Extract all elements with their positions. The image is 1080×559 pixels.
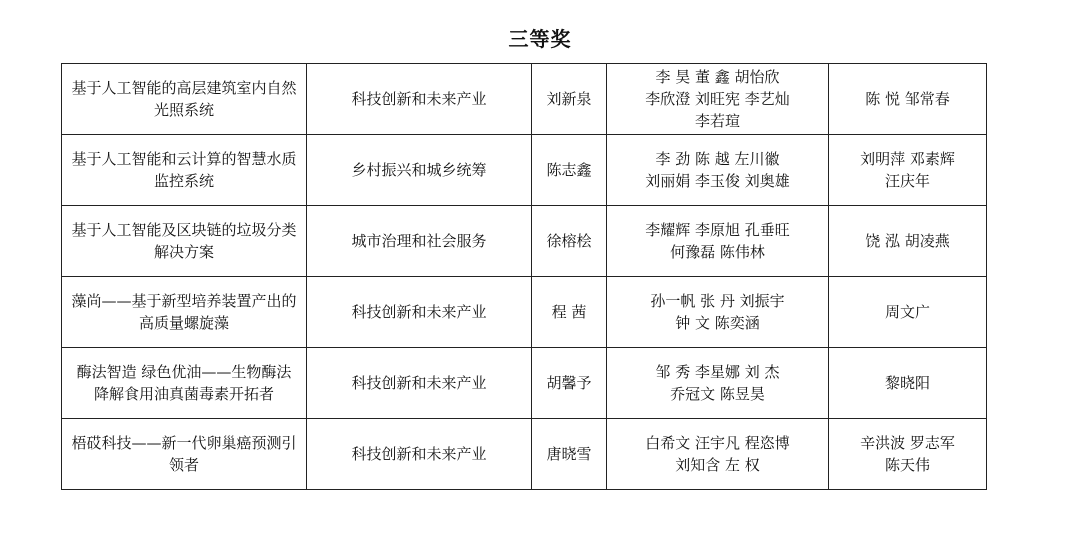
team-members-line: 邹 秀 李星娜 刘 杰 — [655, 363, 780, 381]
advisors-line: 辛洪波 罗志军 — [860, 434, 955, 452]
category: 科技创新和未来产业 — [351, 303, 487, 321]
project-name-cell — [62, 64, 307, 135]
team-members-line: 李 劲 陈 越 左川徽 — [655, 150, 780, 168]
project-name: 梧砹科技——新一代卵巢癌预测引领者 — [71, 434, 297, 474]
table-row — [62, 206, 987, 277]
project-name: 基于人工智能及区块链的垃圾分类解决方案 — [71, 221, 297, 261]
category-cell — [307, 135, 532, 206]
project-name: 酶法智造 绿色优油——生物酶法降解食用油真菌毒素开拓者 — [76, 363, 292, 403]
category: 科技创新和未来产业 — [351, 445, 487, 463]
team-leader: 胡馨予 — [546, 374, 592, 392]
advisors-line: 汪庆年 — [884, 172, 930, 190]
project-name-cell — [62, 348, 307, 419]
category: 科技创新和未来产业 — [351, 90, 487, 108]
advisors-cell — [829, 419, 987, 490]
project-name: 基于人工智能的高层建筑室内自然光照系统 — [71, 79, 297, 119]
category: 科技创新和未来产业 — [351, 374, 487, 392]
team-members-line: 李欣澄 刘旺宪 李艺灿 — [645, 90, 790, 108]
project-name-cell — [62, 419, 307, 490]
team-leader: 陈志鑫 — [546, 161, 592, 179]
team-members-line: 刘知含 左 权 — [675, 456, 760, 474]
project-name-cell — [62, 135, 307, 206]
members-cell — [607, 419, 829, 490]
team-members-line: 乔冠文 陈昱昊 — [670, 385, 765, 403]
awards-table-body — [62, 64, 987, 490]
advisors-line: 饶 泓 胡凌燕 — [865, 232, 950, 250]
team-members-line: 何豫磊 陈伟林 — [670, 243, 765, 261]
members-cell — [607, 277, 829, 348]
team-members-line: 孙一帆 张 丹 刘振宇 — [650, 292, 785, 310]
category-cell — [307, 206, 532, 277]
project-name: 藻尚——基于新型培养装置产出的高质量螺旋藻 — [71, 292, 297, 332]
advisors-cell — [829, 348, 987, 419]
category: 乡村振兴和城乡统筹 — [351, 161, 487, 179]
advisors-cell — [829, 135, 987, 206]
advisors-cell — [829, 64, 987, 135]
category-cell — [307, 348, 532, 419]
leader-cell — [532, 64, 607, 135]
category: 城市治理和社会服务 — [351, 232, 487, 250]
project-name-cell — [62, 206, 307, 277]
members-cell — [607, 135, 829, 206]
advisors-cell — [829, 206, 987, 277]
team-leader: 刘新泉 — [546, 90, 592, 108]
advisors-line: 黎晓阳 — [884, 374, 930, 392]
leader-cell — [532, 419, 607, 490]
leader-cell — [532, 135, 607, 206]
team-members-line: 李耀辉 李原旭 孔垂旺 — [645, 221, 790, 239]
page-title: 三等奖 — [508, 27, 572, 51]
advisors-line: 刘明萍 邓素辉 — [860, 150, 955, 168]
team-leader: 唐晓雪 — [546, 445, 592, 463]
team-members-line: 白希文 汪宇凡 程恣博 — [645, 434, 790, 452]
category-cell — [307, 419, 532, 490]
advisors-line: 陈 悦 邹常春 — [865, 90, 950, 108]
table-row — [62, 419, 987, 490]
advisors-line: 周文广 — [884, 303, 930, 321]
category-cell — [307, 277, 532, 348]
members-cell — [607, 348, 829, 419]
team-members-line: 李若瑄 — [694, 112, 740, 130]
advisors-cell — [829, 277, 987, 348]
table-row — [62, 277, 987, 348]
members-cell — [607, 206, 829, 277]
table-row — [62, 348, 987, 419]
leader-cell — [532, 348, 607, 419]
members-cell — [607, 64, 829, 135]
team-leader: 程 茜 — [551, 303, 587, 321]
team-leader: 徐榕桧 — [546, 232, 592, 250]
table-row — [62, 64, 987, 135]
team-members-line: 刘丽娟 李玉俊 刘奥雄 — [645, 172, 790, 190]
advisors-line: 陈天伟 — [884, 456, 930, 474]
project-name: 基于人工智能和云计算的智慧水质监控系统 — [71, 150, 297, 190]
leader-cell — [532, 277, 607, 348]
category-cell — [307, 64, 532, 135]
team-members-line: 李 昊 董 鑫 胡怡欣 — [655, 68, 780, 86]
team-members-line: 钟 文 陈奕涵 — [675, 314, 760, 332]
table-row — [62, 135, 987, 206]
leader-cell — [532, 206, 607, 277]
awards-table — [61, 63, 987, 490]
project-name-cell — [62, 277, 307, 348]
